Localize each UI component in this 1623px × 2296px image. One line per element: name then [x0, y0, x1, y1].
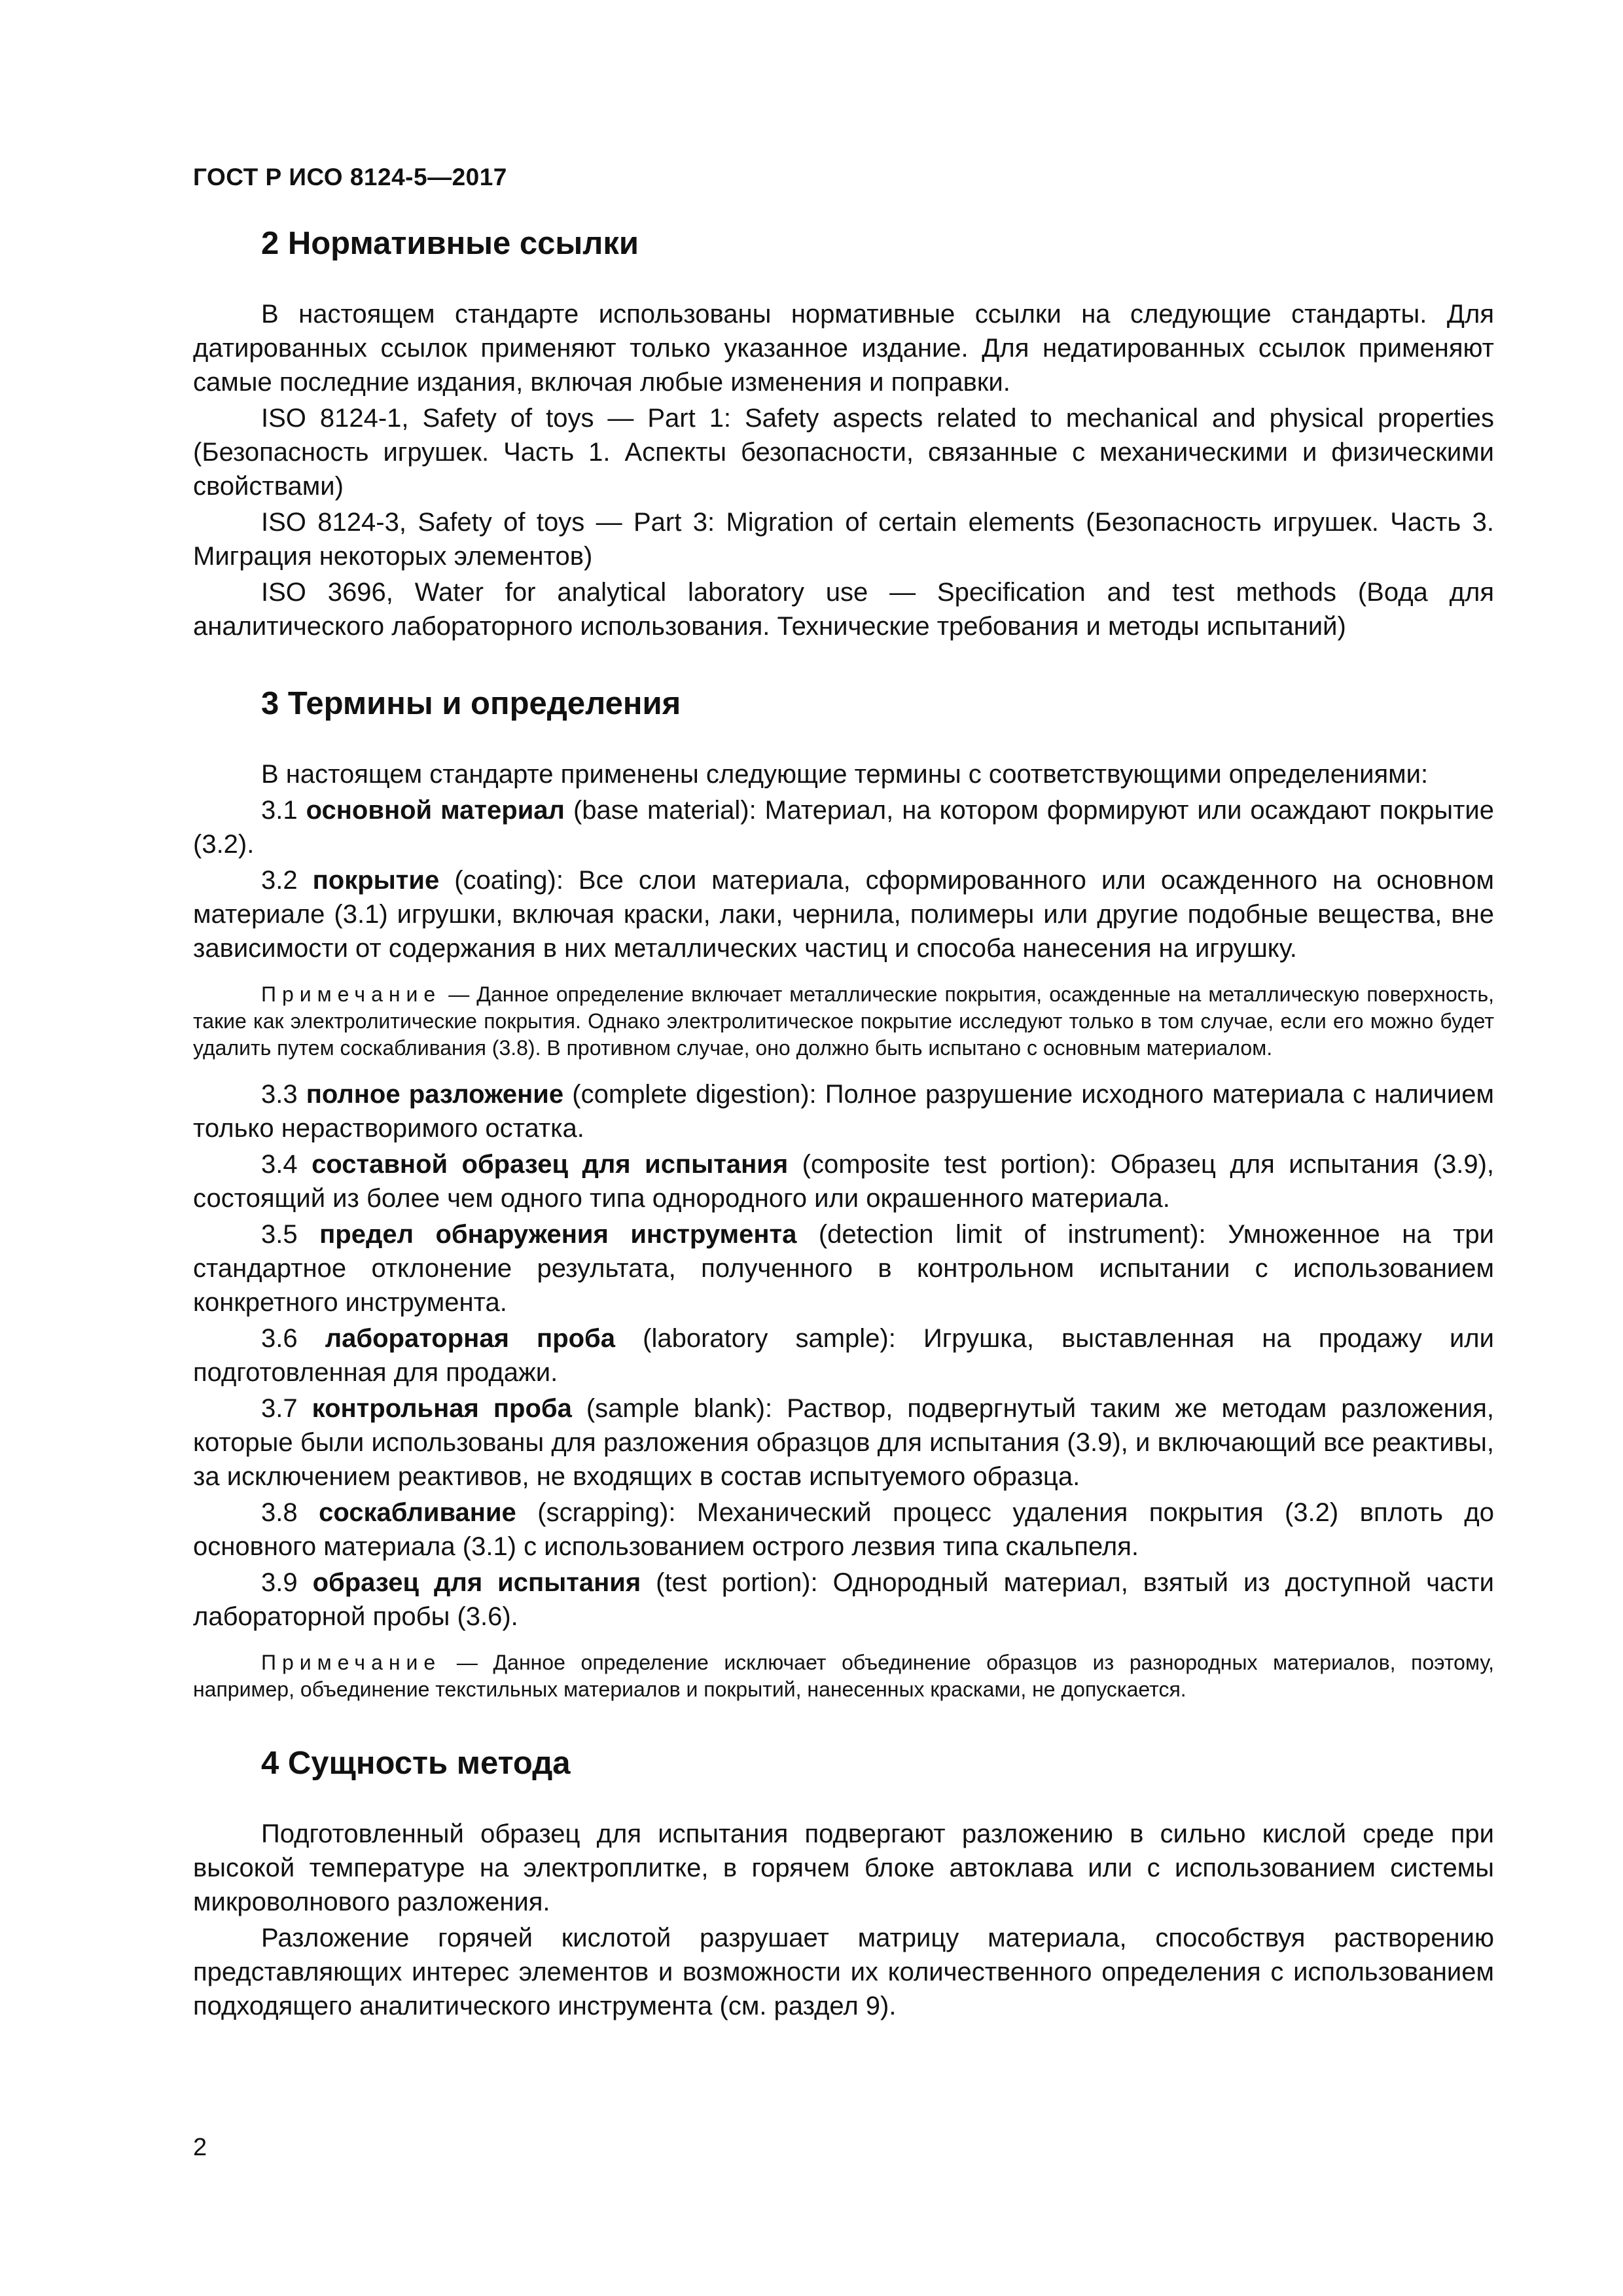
section-4-title: 4 Сущность метода: [261, 1746, 571, 1781]
term-3-2: [193, 863, 1494, 965]
note-label: Примечание: [261, 1651, 442, 1674]
note-3-9: [193, 1649, 1494, 1703]
term-definition: (laboratory sample): Игрушка, выставленная на продажу или подготовленная для продажи.: [193, 1324, 1494, 1387]
term-definition: (base material): Материал, на котором формируют или осаждают покрытие (3.2).: [193, 796, 1494, 859]
term-number: 3.1: [261, 796, 298, 825]
term-3-1: [193, 793, 1494, 861]
section-3-title: 3 Термины и определения: [261, 686, 681, 721]
term-name: полное разложение: [306, 1080, 564, 1109]
term-definition: (composite test portion): Образец для испытания (3.9), состоящий из более чем одного типа однородного или окрашенного материала.: [193, 1150, 1494, 1213]
term-number: 3.7: [261, 1394, 298, 1423]
term-number: 3.5: [261, 1220, 298, 1249]
term-number: 3.3: [261, 1080, 298, 1109]
section-3-intro: В настоящем стандарте применены следующие термины с соответствующими определениями:: [261, 760, 1429, 789]
term-3-8: [193, 1496, 1494, 1564]
term-number: 3.9: [261, 1568, 298, 1597]
page-number: 2: [193, 2134, 207, 2161]
reference-iso-8124-1: ISO 8124-1, Safety of toys — Part 1: Safety aspects related to mechanical and physical properties (Безопасность игрушек. Часть 1. Аспекты безопасности, связанные с механическими и физическими свойствами): [193, 404, 1494, 501]
term-3-6: [193, 1321, 1494, 1390]
term-definition: (test portion): Однородный материал, взятый из доступной части лабораторной пробы (3.6).: [193, 1568, 1494, 1631]
term-definition: (detection limit of instrument): Умноженное на три стандартное отклонение результата, полученного в контрольном испытании с использованием конкретного инструмента.: [193, 1220, 1494, 1317]
term-number: 3.8: [261, 1498, 298, 1527]
page-content: [193, 223, 1494, 2023]
term-name: контрольная проба: [312, 1394, 572, 1423]
term-3-3: [193, 1077, 1494, 1145]
section-2-intro: В настоящем стандарте использованы нормативные ссылки на следующие стандарты. Для датированных ссылок применяют только указанное издание. Для недатированных ссылок применяют самые последние издания, включая любые изменения и поправки.: [193, 300, 1494, 397]
note-text: — Данное определение исключает объединение образцов из разнородных материалов, поэтому, например, объединение текстильных материалов и покрытий, нанесенных красками, не допускается.: [193, 1651, 1494, 1701]
term-name: образец для испытания: [312, 1568, 641, 1597]
term-definition: (scrapping): Механический процесс удаления покрытия (3.2) вплоть до основного материала (3.1) с использованием острого лезвия типа скальпеля.: [193, 1498, 1494, 1561]
note-3-2: [193, 981, 1494, 1062]
term-name: лабораторная проба: [325, 1324, 616, 1353]
reference-iso-3696: ISO 3696, Water for analytical laboratory use — Specification and test methods (Вода для аналитического лабораторного использования. Технические требования и методы испытаний): [193, 578, 1494, 641]
term-name: покрытие: [312, 866, 440, 895]
term-name: предел обнаружения инструмента: [319, 1220, 797, 1249]
term-definition: (sample blank): Раствор, подвергнутый таким же методам разложения, которые были использованы для разложения образцов для испытания (3.9), и включающий все реактивы, за исключением реактивов, не входящих в состав испытуемого образца.: [193, 1394, 1494, 1491]
section-4-paragraph-2: Разложение горячей кислотой разрушает матрицу материала, способствуя растворению представляющих интерес элементов и возможности их количественного определения с использованием подходящего аналитического инструмента (см. раздел 9).: [193, 1924, 1494, 2020]
term-name: составной образец для испытания: [312, 1150, 789, 1179]
term-definition: (coating): Все слои материала, сформированного или осажденного на основном материале (3.1) игрушки, включая краски, лаки, чернила, полимеры или другие подобные вещества, вне зависимости от содержания в них металлических частиц и способа нанесения на игрушку.: [193, 866, 1494, 963]
section-2-title: 2 Нормативные ссылки: [261, 226, 639, 261]
term-3-5: [193, 1217, 1494, 1319]
term-3-7: [193, 1391, 1494, 1494]
term-number: 3.6: [261, 1324, 298, 1353]
document-header: ГОСТ Р ИСО 8124-5—2017: [193, 164, 507, 190]
reference-iso-8124-3: ISO 8124-3, Safety of toys — Part 3: Migration of certain elements (Безопасность игрушек. Часть 3. Миграция некоторых элементов): [193, 508, 1494, 571]
section-4-paragraph-1: Подготовленный образец для испытания подвергают разложению в сильно кислой среде при высокой температуре на электроплитке, в горячем блоке автоклава или с использованием системы микроволнового разложения.: [193, 1820, 1494, 1916]
term-number: 3.2: [261, 866, 298, 895]
term-number: 3.4: [261, 1150, 298, 1179]
note-label: Примечание: [261, 982, 442, 1006]
term-3-4: [193, 1147, 1494, 1215]
term-name: соскабливание: [319, 1498, 516, 1527]
term-definition: (complete digestion): Полное разрушение исходного материала с наличием только нерастворимого остатка.: [193, 1080, 1494, 1143]
term-name: основной материал: [306, 796, 565, 825]
note-text: — Данное определение включает металлические покрытия, осажденные на металлическую поверхность, такие как электролитические покрытия. Однако электролитическое покрытие исследуют только в том случае, если его можно будет удалить путем соскабливания (3.8). В противном случае, оно должно быть испытано с основным материалом.: [193, 982, 1494, 1060]
term-3-9: [193, 1566, 1494, 1634]
